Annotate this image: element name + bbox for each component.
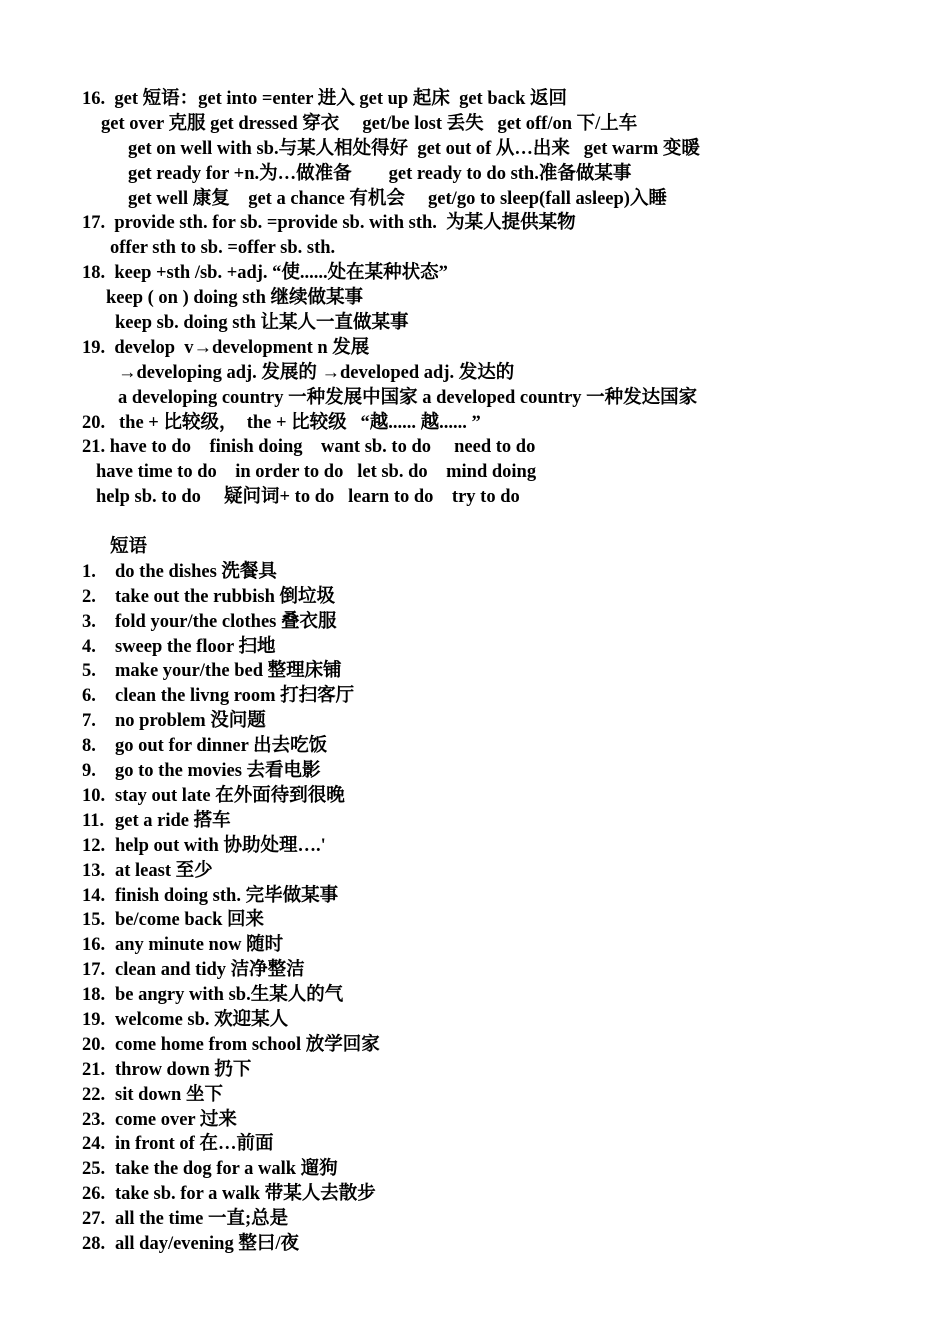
list-item-number: 9. [82,761,96,782]
list-item-text: no problem 没问题 [115,711,266,732]
grammar-21-line-2: have time to do in order to do let sb. do mind doing [96,462,537,483]
list-item [82,734,922,759]
list-item [82,684,922,709]
list-item-number: 7. [82,711,96,732]
list-item-text: come over 过来 [115,1109,237,1130]
list-item-text: take the dog for a walk 遛狗 [115,1159,338,1180]
grammar-18-line-1: 18. keep +sth /sb. +adj. “使......处在某种状态” [82,263,448,284]
list-item-text: in front of 在…前面 [115,1134,274,1155]
list-item-text: help out with 协助处理….' [115,835,326,856]
grammar-21-line-1: 21. have to do finish doing want sb. to do need to do [82,437,536,458]
list-item [82,659,922,684]
list-item-number: 20. [82,1034,106,1055]
list-item-text: sweep the floor 扫地 [115,636,276,657]
list-item-number: 13. [82,860,106,881]
grammar-21-line-3: help sb. to do 疑问词+ to do learn to do try to do [96,487,520,508]
list-item-number: 15. [82,910,106,931]
list-item-text: fold your/the clothes 叠衣服 [115,611,337,632]
list-item [82,1182,922,1207]
list-item [82,1207,922,1232]
phrases-heading: 短语 [110,537,148,558]
list-item [82,759,922,784]
list-item [82,709,922,734]
grammar-17-line-2: offer sth to sb. =offer sb. sth. [110,238,336,259]
list-item [82,834,922,859]
list-item-text: clean and tidy 洁净整洁 [115,960,305,981]
list-item-text: any minute now 随时 [115,935,284,956]
list-item-text: throw down 扔下 [115,1059,252,1080]
list-item [82,809,922,834]
list-item-number: 24. [82,1134,106,1155]
list-item-number: 19. [82,1009,106,1030]
list-item-number: 4. [82,636,96,657]
list-item-number: 25. [82,1159,106,1180]
grammar-16-line-3: get on well with sb.与某人相处得好 get out of 从…出来 get warm 变暖 [128,138,700,159]
list-item-text: get a ride 搭车 [115,810,231,831]
grammar-19-line-2: →developing adj. 发展的 →developed adj. 发达的 [118,362,515,383]
document-page [82,87,922,1257]
grammar-20-line-1: 20. the + 比较级， the + 比较级 “越...... 越...... ” [82,412,481,433]
list-item-number: 11. [82,810,105,831]
list-item-text: sit down 坐下 [115,1084,223,1105]
list-item [82,1157,922,1182]
list-item [82,560,922,585]
list-item [82,784,922,809]
list-item-number: 23. [82,1109,106,1130]
list-item [82,933,922,958]
list-item-number: 28. [82,1233,106,1254]
list-item [82,1008,922,1033]
list-item-number: 22. [82,1084,106,1105]
list-item [82,1232,922,1257]
list-item-text: go to the movies 去看电影 [115,761,321,782]
list-item-number: 5. [82,661,96,682]
list-item-number: 16. [82,935,106,956]
list-item-number: 14. [82,885,106,906]
list-item-text: make your/the bed 整理床铺 [115,661,342,682]
grammar-16-line-4: get ready for +n.为…做准备 get ready to do sth.准备做某事 [128,163,632,184]
list-item [82,983,922,1008]
list-item-number: 27. [82,1209,106,1230]
list-item-number: 8. [82,736,96,757]
grammar-16-line-5: get well 康复 get a chance 有机会 get/go to sleep(fall asleep)入睡 [128,188,667,209]
grammar-16-line-1: 16. get 短语：get into =enter 进入 get up 起床 get back 返回 [82,89,567,109]
list-item [82,635,922,660]
list-item-number: 1. [82,561,96,582]
list-item-number: 6. [82,686,96,707]
list-item-text: at least 至少 [115,860,213,881]
list-item-text: finish doing sth. 完毕做某事 [115,885,339,906]
list-item-number: 3. [82,611,96,632]
list-item [82,908,922,933]
list-item-text: take sb. for a walk 带某人去散步 [115,1184,376,1205]
grammar-19-line-3: a developing country 一种发展中国家 a developed country 一种发达国家 [118,387,698,408]
list-item-number: 12. [82,835,106,856]
list-item [82,1033,922,1058]
list-item-text: be/come back 回来 [115,910,265,931]
grammar-16-line-2: get over 克服 get dressed 穿衣 get/be lost 丢失 get off/on 下/上车 [101,113,638,134]
list-item [82,884,922,909]
list-item-number: 21. [82,1059,106,1080]
section-gap [82,510,922,535]
list-item [82,859,922,884]
list-item-text: come home from school 放学回家 [115,1034,380,1055]
list-item-text: go out for dinner 出去吃饭 [115,736,328,757]
list-item-number: 17. [82,960,106,981]
list-item [82,585,922,610]
list-item-text: all the time 一直;总是 [115,1209,289,1230]
phrase-list [82,560,922,1257]
list-item [82,1058,922,1083]
list-item [82,1083,922,1108]
list-item-text: welcome sb. 欢迎某人 [115,1009,289,1030]
list-item-text: take out the rubbish 倒垃圾 [115,586,335,607]
list-item-text: do the dishes 洗餐具 [115,561,277,582]
list-item-number: 18. [82,985,106,1006]
list-item-text: be angry with sb.生某人的气 [115,985,344,1006]
list-item-text: all day/evening 整曰/夜 [115,1233,299,1254]
list-item-number: 2. [82,586,96,607]
grammar-17-line-1: 17. provide sth. for sb. =provide sb. with sth. 为某人提供某物 [82,213,576,234]
list-item-text: clean the livng room 打扫客厅 [115,686,355,707]
list-item-text: stay out late 在外面待到很晚 [115,785,345,806]
list-item [82,610,922,635]
list-item-number: 26. [82,1184,106,1205]
list-item [82,1108,922,1133]
list-item [82,1132,922,1157]
list-item-number: 10. [82,785,106,806]
grammar-18-line-2: keep ( on ) doing sth 继续做某事 [106,288,363,309]
grammar-19-line-1: 19. develop v→development n 发展 [82,337,370,358]
grammar-18-line-3: keep sb. doing sth 让某人一直做某事 [115,313,409,334]
list-item [82,958,922,983]
